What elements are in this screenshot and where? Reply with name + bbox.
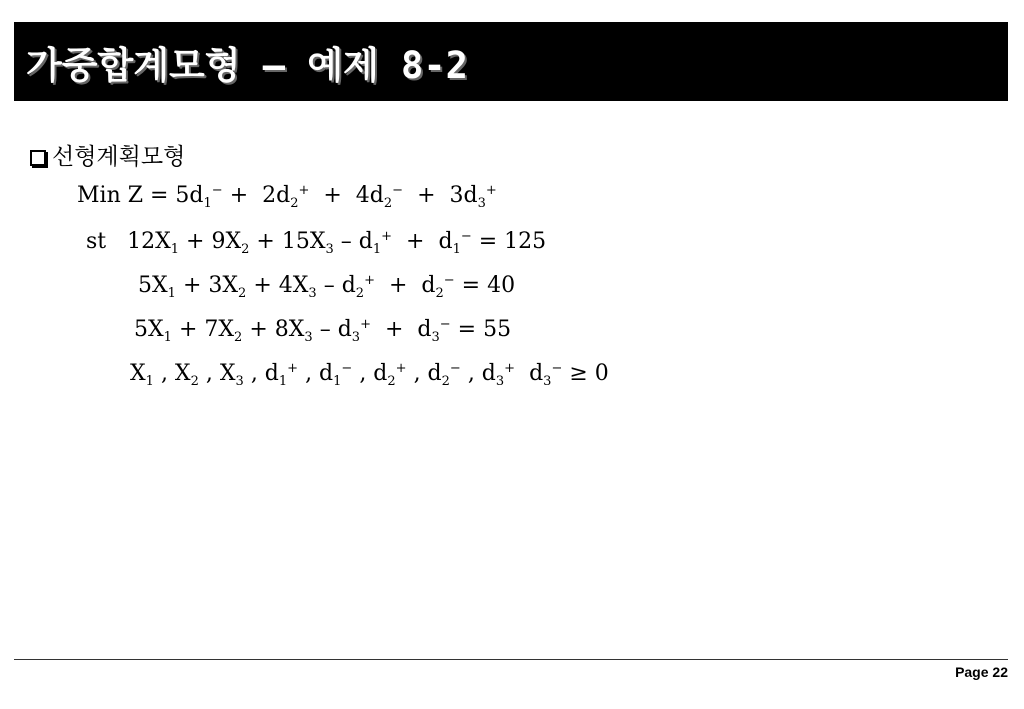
- constraint-text: st 12X: [86, 229, 171, 254]
- objective-text: + 2d: [222, 183, 291, 208]
- bullet-label: 선형계획모형: [52, 144, 186, 170]
- subscript: 1: [452, 242, 461, 257]
- subscript: 2: [435, 286, 444, 301]
- constraint-text: + 9X: [179, 229, 242, 254]
- constraint-text: X: [130, 361, 146, 386]
- constraint-text: , d: [352, 361, 388, 386]
- constraint-text: , X: [153, 361, 191, 386]
- constraint-text: 5X: [134, 317, 164, 342]
- constraint-rhs: ≥ 0: [562, 361, 609, 386]
- superscript: +: [504, 361, 516, 376]
- subscript: 2: [387, 374, 396, 389]
- subscript: 3: [431, 330, 440, 345]
- objective-function: [77, 183, 497, 209]
- subscript: 3: [325, 242, 334, 257]
- superscript: +: [485, 183, 497, 198]
- constraint-text: , d: [406, 361, 442, 386]
- constraint-text: , d: [243, 361, 279, 386]
- nonnegativity-constraint: [130, 361, 609, 387]
- subscript: 1: [203, 196, 212, 211]
- superscript: +: [287, 361, 299, 376]
- superscript: +: [364, 273, 375, 288]
- objective-text: + 3d: [403, 183, 478, 208]
- title-bar: [14, 22, 1008, 101]
- superscript: −: [211, 183, 223, 198]
- constraint-3: [134, 317, 511, 343]
- subscript: 2: [441, 374, 450, 389]
- subscript: 1: [278, 374, 288, 389]
- constraint-text: , d: [298, 361, 334, 386]
- checkbox-bullet-icon: [30, 150, 46, 166]
- subscript: 2: [190, 374, 199, 389]
- subscript: 3: [304, 330, 313, 345]
- superscript: −: [551, 361, 563, 376]
- subscript: 1: [167, 286, 176, 301]
- constraint-text: + d: [374, 273, 436, 298]
- constraint-text: , d: [460, 361, 496, 386]
- subscript: 3: [495, 374, 505, 389]
- subscript: 3: [308, 286, 317, 301]
- superscript: −: [392, 183, 404, 198]
- objective-text: + 4d: [309, 183, 384, 208]
- slide-title: 가중합계모형 – 예제 8-2: [26, 43, 468, 87]
- superscript: −: [439, 317, 451, 332]
- constraint-text: 5X: [138, 273, 168, 298]
- constraint-text: , X: [198, 361, 236, 386]
- superscript: −: [449, 361, 461, 376]
- subscript: 1: [163, 330, 172, 345]
- subscript: 3: [351, 330, 361, 345]
- subscript: 2: [290, 196, 299, 211]
- constraint-text: – d: [312, 317, 352, 342]
- superscript: +: [360, 317, 371, 332]
- subscript: 2: [234, 330, 243, 345]
- constraint-text: + 8X: [242, 317, 305, 342]
- superscript: +: [298, 183, 310, 198]
- subscript: 3: [543, 374, 552, 389]
- superscript: +: [381, 229, 393, 244]
- subscript: 2: [241, 242, 250, 257]
- constraint-text: + 15X: [249, 229, 326, 254]
- subscript: 1: [333, 374, 342, 389]
- superscript: +: [395, 361, 407, 376]
- constraint-text: + 7X: [171, 317, 235, 342]
- constraint-text: d: [515, 361, 544, 386]
- superscript: −: [341, 361, 353, 376]
- constraint-text: + d: [370, 317, 432, 342]
- bullet-item: [30, 138, 185, 168]
- superscript: −: [460, 229, 472, 244]
- constraint-2: [138, 273, 515, 299]
- constraint-text: + 4X: [246, 273, 309, 298]
- constraint-rhs: = 125: [471, 229, 547, 254]
- subscript: 1: [145, 374, 154, 389]
- constraint-1: [86, 229, 546, 255]
- subscript: 1: [170, 242, 180, 257]
- constraint-text: + d: [392, 229, 453, 254]
- subscript: 2: [355, 286, 365, 301]
- objective-text: Min Z = 5d: [77, 183, 204, 208]
- footer-divider: [14, 659, 1008, 660]
- subscript: 2: [383, 196, 393, 211]
- subscript: 1: [372, 242, 382, 257]
- subscript: 3: [235, 374, 244, 389]
- constraint-text: – d: [316, 273, 356, 298]
- constraint-rhs: = 55: [450, 317, 512, 342]
- constraint-text: + 3X: [175, 273, 239, 298]
- page-number: Page 22: [955, 664, 1008, 680]
- constraint-rhs: = 40: [454, 273, 516, 298]
- subscript: 2: [238, 286, 247, 301]
- constraint-text: – d: [333, 229, 373, 254]
- subscript: 3: [477, 196, 486, 211]
- superscript: −: [443, 273, 455, 288]
